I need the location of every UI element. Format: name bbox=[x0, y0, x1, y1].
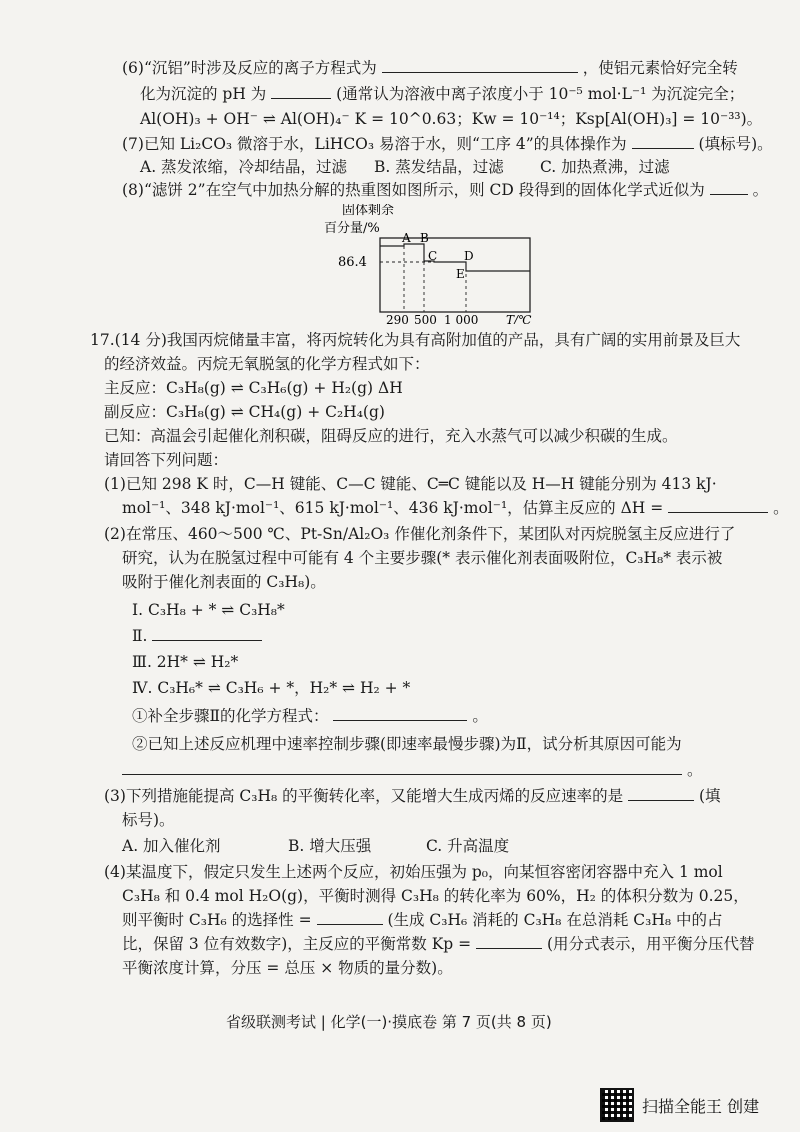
step-2 bbox=[132, 626, 262, 646]
q17-4-line1: (4)某温度下，假定只发生上述两个反应，初始压强为 p₀，向某恒容密闭容器中充入 1 mol bbox=[104, 863, 723, 881]
q17-2-sub2: ②已知上述反应机理中速率控制步骤(即速率最慢步骤)为Ⅱ，试分析其原因可能为 bbox=[132, 735, 682, 753]
chart-frame bbox=[380, 238, 530, 312]
q17-4-kp-note: (用分式表示，用平衡分压代替 bbox=[546, 935, 755, 953]
label-b: B bbox=[420, 231, 429, 245]
q17-2-sub1 bbox=[132, 706, 488, 726]
answer-blank[interactable] bbox=[382, 58, 578, 73]
answer-blank[interactable] bbox=[710, 180, 748, 195]
scanner-brand-text: 扫描全能王 创建 bbox=[642, 1096, 760, 1116]
q16-6-line2 bbox=[140, 84, 744, 104]
step-3: Ⅲ. 2H* ⇌ H₂* bbox=[132, 653, 239, 671]
q17-known: 已知：高温会引起催化剂积碳，阻碍反应的进行，充入水蒸气可以减少积碳的生成。 bbox=[104, 427, 678, 445]
q17-1-line2 bbox=[122, 498, 789, 518]
q17-3-text: (3)下列措施能提高 C₃H₈ 的平衡转化率，又能增大生成丙烯的反应速率的是 bbox=[104, 787, 624, 805]
q17-1-text: mol⁻¹、348 kJ·mol⁻¹、615 kJ·mol⁻¹、436 kJ·mol⁻¹，估算主反应的 ΔH = bbox=[122, 499, 664, 517]
q17-4-line2: C₃H₈ 和 0.4 mol H₂O(g)，平衡时测得 C₃H₈ 的转化率为 60%，H₂ 的体积分数为 0.25， bbox=[122, 887, 749, 905]
answer-blank[interactable] bbox=[271, 84, 331, 99]
q16-7-text: (7)已知 Li₂CO₃ 微溶于水，LiHCO₃ 易溶于水，则“工序 4”的具体操作为 bbox=[122, 135, 627, 153]
q16-8-text: (8)“滤饼 2”在空气中加热分解的热重图如图所示，则 CD 段得到的固体化学式近似为 bbox=[122, 181, 705, 199]
q17-4-line3 bbox=[122, 910, 722, 930]
label-c: C bbox=[428, 249, 438, 263]
q16-6-note: (通常认为溶液中离子浓度小于 10⁻⁵ mol·L⁻¹ 为沉淀完全； bbox=[336, 85, 745, 103]
answer-blank[interactable] bbox=[476, 934, 542, 949]
q17-1-end: 。 bbox=[773, 499, 789, 517]
q17-4-line5: 平衡浓度计算，分压 = 总压 × 物质的量分数)。 bbox=[122, 959, 453, 977]
q16-8-end: 。 bbox=[752, 181, 769, 199]
page-footer: 省级联测考试 | 化学(一)·摸底卷 第 7 页(共 8 页) bbox=[226, 1013, 552, 1031]
tga-chart bbox=[314, 204, 534, 324]
answer-blank[interactable] bbox=[122, 760, 682, 775]
scanner-watermark bbox=[600, 1085, 759, 1125]
q17-3-end: (填 bbox=[699, 787, 721, 805]
step-4: Ⅳ. C₃H₆* ⇌ C₃H₆ + *，H₂* ⇌ H₂ + * bbox=[132, 679, 411, 697]
step-1: Ⅰ. C₃H₈ + * ⇌ C₃H₈* bbox=[132, 601, 285, 619]
q17-main-reaction: 主反应：C₃H₈(g) ⇌ C₃H₆(g) + H₂(g) ΔH bbox=[104, 379, 403, 397]
q17-side-reaction: 副反应：C₃H₈(g) ⇌ CH₄(g) + C₂H₄(g) bbox=[104, 403, 385, 421]
q16-8-line bbox=[122, 180, 768, 200]
q16-6-ph-text: 化为沉淀的 pH 为 bbox=[140, 85, 267, 103]
x-tick-500: 500 bbox=[414, 313, 437, 324]
q17-3-line2: 标号)。 bbox=[122, 811, 175, 829]
q17-2-sub1-text: ①补全步骤Ⅱ的化学方程式： bbox=[132, 707, 329, 725]
answer-blank[interactable] bbox=[152, 626, 262, 641]
x-axis-label: T/℃ bbox=[506, 313, 532, 324]
q17-ask: 请回答下列问题： bbox=[104, 451, 229, 469]
qr-code-icon bbox=[600, 1088, 634, 1122]
q16-7-option-a: A. 蒸发浓缩，冷却结晶，过滤 bbox=[140, 158, 348, 176]
answer-blank[interactable] bbox=[333, 706, 467, 721]
q17-heading-2: 的经济效益。丙烷无氧脱氢的化学方程式如下： bbox=[104, 355, 430, 373]
answer-blank[interactable] bbox=[317, 910, 383, 925]
q17-1-line1: (1)已知 298 K 时，C—H 键能、C—C 键能、C═C 键能以及 H—H 键能分别为 413 kJ· bbox=[104, 475, 717, 493]
label-d: D bbox=[464, 249, 474, 263]
q17-4-kp-text: 比，保留 3 位有效数字)，主反应的平衡常数 Kp = bbox=[122, 935, 472, 953]
answer-blank[interactable] bbox=[628, 786, 694, 801]
x-tick-1000: 1 000 bbox=[444, 313, 479, 324]
answer-blank[interactable] bbox=[668, 498, 768, 513]
q16-6-line3: Al(OH)₃ + OH⁻ ⇌ Al(OH)₄⁻ K = 10^0.63；Kw = 10⁻¹⁴；Ksp[Al(OH)₃] = 10⁻³³)。 bbox=[140, 110, 763, 128]
q17-2-sub2-answer bbox=[122, 760, 702, 780]
label-e: E bbox=[456, 267, 465, 281]
q16-7-option-c: C. 加热煮沸，过滤 bbox=[540, 158, 670, 176]
y-tick-864: 86.4 bbox=[338, 255, 367, 270]
chart-ylabel-2: 百分量/% bbox=[324, 221, 380, 236]
q16-6-line1 bbox=[122, 58, 738, 78]
tga-curve bbox=[380, 244, 530, 271]
q16-7-line bbox=[122, 134, 773, 154]
q17-3-line1 bbox=[104, 786, 721, 806]
q16-7-option-b: B. 蒸发结晶，过滤 bbox=[374, 158, 504, 176]
q17-2-line2: 研究，认为在脱氢过程中可能有 4 个主要步骤(* 表示催化剂表面吸附位，C₃H₈* 表示被 bbox=[122, 549, 723, 567]
q17-heading: 17.(14 分)我国丙烷储量丰富，将丙烷转化为具有高附加值的产品，具有广阔的实用前景及巨大 bbox=[90, 331, 741, 349]
q17-2-sub2-end: 。 bbox=[686, 761, 703, 779]
x-tick-290: 290 bbox=[386, 313, 409, 324]
q17-4-line4 bbox=[122, 934, 755, 954]
q16-7-end: (填标号)。 bbox=[698, 135, 773, 153]
q17-3-option-a: A. 加入催化剂 bbox=[122, 837, 221, 855]
answer-blank[interactable] bbox=[632, 134, 694, 149]
q17-2-line3: 吸附于催化剂表面的 C₃H₈)。 bbox=[122, 573, 326, 591]
q17-2-sub1-end: 。 bbox=[472, 707, 488, 725]
q17-4-select-note: (生成 C₃H₆ 消耗的 C₃H₈ 在总消耗 C₃H₈ 中的占 bbox=[387, 911, 723, 929]
q17-2-line1: (2)在常压、460～500 ℃、Pt-Sn/Al₂O₃ 作催化剂条件下，某团队对丙烷脱氢主反应进行了 bbox=[104, 525, 736, 543]
q16-6-text-end: ，使铝元素恰好完全转 bbox=[582, 59, 738, 77]
label-a: A bbox=[402, 231, 411, 245]
chart-ylabel-1: 固体剩余 bbox=[342, 204, 395, 218]
q17-4-select-text: 则平衡时 C₃H₆ 的选择性 = bbox=[122, 911, 312, 929]
step-2-label: Ⅱ. bbox=[132, 627, 148, 645]
q16-6-text: (6)“沉铝”时涉及反应的离子方程式为 bbox=[122, 59, 377, 77]
q17-3-option-b: B. 增大压强 bbox=[288, 837, 372, 855]
q17-3-option-c: C. 升高温度 bbox=[426, 837, 510, 855]
